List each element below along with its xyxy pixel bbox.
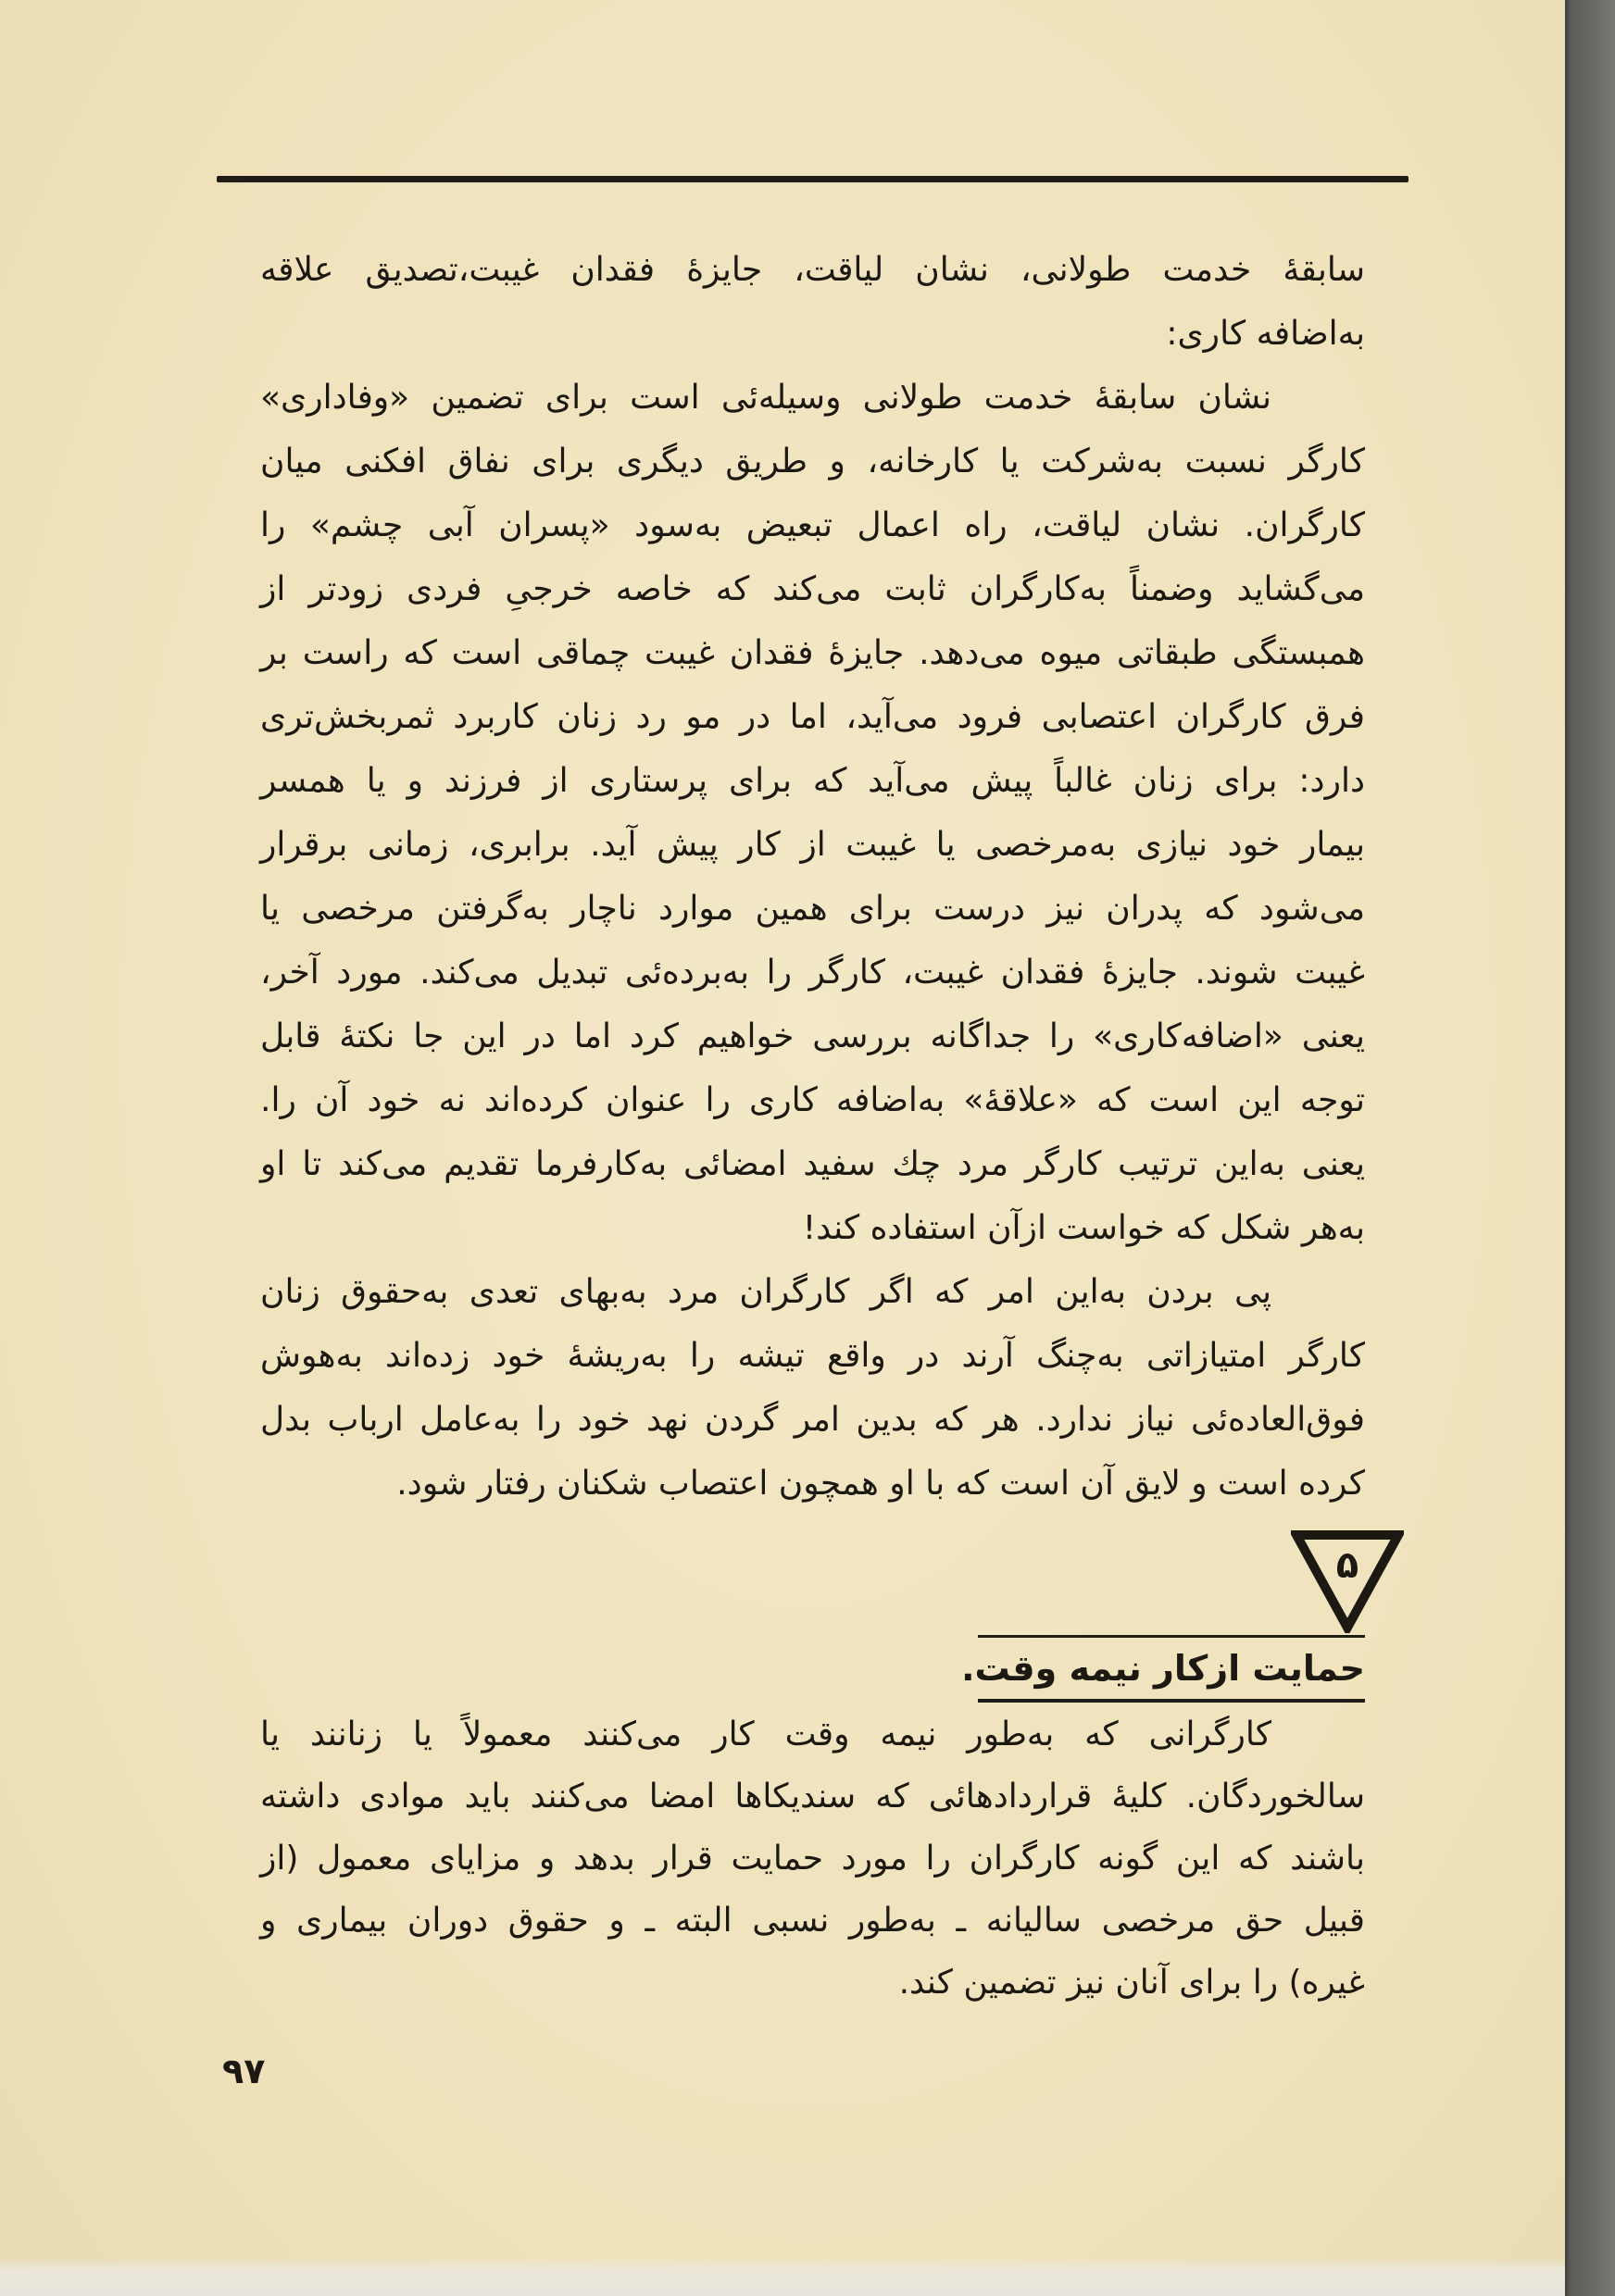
heading-rule-bottom xyxy=(978,1699,1365,1703)
text-line-content: غیبت شوند. جایزهٔ فقدان غیبت، کارگر را به‌برده‌ئی تبدیل می‌کند. مورد آخر، xyxy=(260,954,1365,992)
text-line-content: نشان سابقهٔ خدمت طولانی وسیله‌ئی است برای تضمین «وفاداری» xyxy=(260,379,1271,417)
text-line-content: بیمار خود نیازی به‌مرخصی یا غیبت از کار پیش آید. برابری، زمانی برقرار xyxy=(260,826,1365,864)
text-line xyxy=(260,1329,1365,1384)
page-edge-right xyxy=(1565,0,1615,2296)
text-line xyxy=(260,1707,1271,1763)
text-line-content: به‌هر شکل که خواست ازآن استفاده کند! xyxy=(802,1209,1365,1247)
text-line xyxy=(260,370,1271,426)
triangle-icon xyxy=(1291,1529,1404,1633)
text-line-content: می‌شود که پدران نیز درست برای همین موارد ناچار به‌گرفتن مرخصی یا xyxy=(260,890,1365,928)
text-line xyxy=(260,626,1365,681)
text-line-content: به‌اضافه کاری: xyxy=(1166,315,1365,353)
text-line xyxy=(260,881,1365,937)
text-line xyxy=(260,1831,1365,1887)
text-line xyxy=(260,1893,1365,1949)
text-line-content: دارد: برای زنان غالباً پیش می‌آید که برای پرستاری از فرزند و یا همسر xyxy=(260,762,1365,800)
text-line xyxy=(260,1456,1365,1512)
text-line xyxy=(260,1201,1365,1256)
text-line-content: یعنی به‌این ترتیب کارگر مرد چك سفید امضائی به‌کارفرما تقدیم می‌کند تا او xyxy=(260,1145,1365,1183)
page-number: ۹۷ xyxy=(222,2051,266,2091)
text-line xyxy=(260,1769,1365,1825)
text-line xyxy=(260,434,1365,490)
text-line xyxy=(260,1392,1365,1448)
text-line xyxy=(260,1073,1365,1129)
text-line-content: سابقهٔ خدمت طولانی، نشان لیاقت، جایزهٔ فقدان غیبت،تصدیق علاقه xyxy=(260,251,1365,289)
text-line xyxy=(260,1009,1365,1065)
text-line xyxy=(260,945,1365,1001)
text-line-content: قبیل حق مرخصی سالیانه ـ به‌طور نسبی البته ـ و حقوق دوران بیماری و xyxy=(260,1902,1365,1940)
text-line-content: کارگر امتیازاتی به‌چنگ آرند در واقع تیشه را به‌ریشهٔ خود زده‌اند به‌هوش xyxy=(260,1337,1365,1375)
text-line-content: فرق کارگران اعتصابی فرود می‌آید، اما در مو رد زنان کاربرد ثمربخش‌تری xyxy=(260,698,1365,736)
text-line-content: کارگرانی که به‌طور نیمه وقت کار می‌کنند معمولاً یا زنانند یا xyxy=(260,1716,1271,1753)
text-line-content: همبستگی طبقاتی میوه می‌دهد. جایزهٔ فقدان غیبت چماقی است که راست بر xyxy=(260,634,1365,672)
text-line-content: یعنی «اضافه‌کاری» را جداگانه بررسی خواهیم کرد اما در این جا نکتهٔ قابل xyxy=(260,1017,1365,1055)
text-line xyxy=(260,498,1365,554)
text-line xyxy=(260,562,1365,618)
text-line-content: فوق‌العاده‌ئی نیاز ندارد. هر که بدین امر گردن نهد خود را به‌عامل ارباب بدل xyxy=(260,1401,1365,1439)
text-line-content: سالخوردگان. کلیهٔ قراردادهائی که سندیکاها امضا می‌کنند باید موادی داشته xyxy=(260,1778,1365,1816)
top-rule xyxy=(217,176,1408,182)
text-line-content: غیره) را برای آنان نیز تضمین کند. xyxy=(898,1964,1365,2002)
text-line xyxy=(260,306,1365,362)
text-line xyxy=(260,754,1365,809)
text-line-content: توجه این است که «علاقهٔ» به‌اضافه کاری را عنوان کرده‌اند نه خود آن را. xyxy=(260,1081,1365,1119)
heading-rule-top xyxy=(978,1635,1365,1638)
text-line xyxy=(260,817,1365,873)
text-line-content: پی بردن به‌این امر که اگر کارگران مرد به‌بهای تعدی به‌حقوق زنان xyxy=(260,1273,1271,1311)
text-line xyxy=(260,690,1365,745)
section-badge xyxy=(1291,1529,1404,1633)
text-line-content: کارگران. نشان لیاقت، راه اعمال تبعیض به‌سود «پسران آبی چشم» را xyxy=(260,506,1365,544)
text-line-content: باشند که این گونه کارگران را مورد حمایت قرار بدهد و مزایای معمول (از xyxy=(260,1840,1365,1878)
text-line-content: می‌گشاید وضمناً به‌کارگران ثابت می‌کند که خاصه خرجیِ فردی زودتر از xyxy=(260,570,1365,608)
text-line-content: کرده است و لایق آن است که با او همچون اعتصاب شکنان رفتار شود. xyxy=(396,1465,1365,1503)
text-line xyxy=(260,1955,1365,2011)
text-line xyxy=(260,1137,1365,1192)
text-line xyxy=(260,243,1365,298)
text-line xyxy=(260,1265,1271,1320)
text-line-content: کارگر نسبت به‌شرکت یا کارخانه، و طریق دیگری برای نفاق افکنی میان xyxy=(260,443,1365,480)
section-number: ۵ xyxy=(1335,1544,1359,1587)
page-edge-bottom xyxy=(0,2257,1565,2296)
section-heading: حمایت ازکار نیمه وقت. xyxy=(961,1648,1365,1689)
